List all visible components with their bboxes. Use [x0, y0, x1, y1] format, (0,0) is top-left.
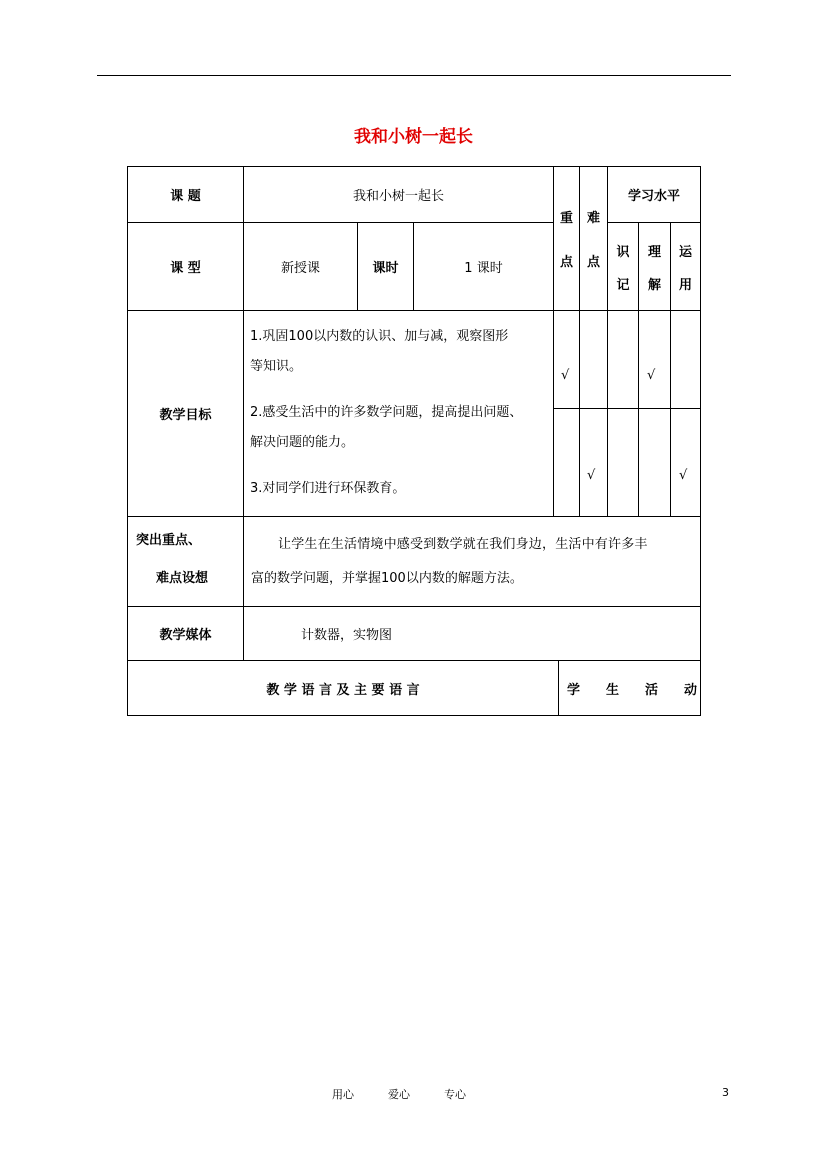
key-point-header [553, 166, 580, 311]
goal-line-1: 1.巩固100以内数的认识、加与减，观察图形 [250, 329, 509, 344]
level-understand-char-1: 理 [647, 245, 661, 260]
level-remember-char-2: 记 [616, 278, 630, 293]
learning-level-header: 学习水平 [607, 166, 701, 223]
type-label: 课 型 [127, 222, 244, 311]
media-content [243, 606, 701, 661]
level-understand [638, 222, 671, 311]
focus-label [127, 516, 244, 607]
footer-motto-1: 用心 [332, 1088, 354, 1101]
check-cell [638, 408, 671, 517]
student-activity-header [558, 660, 701, 716]
document-title: 我和小树一起长 [354, 127, 473, 147]
media-label: 教学媒体 [127, 606, 244, 661]
difficulty-char-2: 点 [586, 255, 600, 270]
focus-label-line-2: 难点设想 [156, 571, 209, 586]
check-mark-apply: √ [679, 468, 688, 483]
page-number: 3 [722, 1086, 729, 1099]
goal-line-3: 2.感受生活中的许多数学问题，提高提出问题、 [250, 405, 523, 420]
level-remember-char-1: 识 [616, 245, 630, 260]
check-cell [553, 408, 580, 517]
footer-motto-3: 专心 [444, 1088, 466, 1101]
student-activity-label: 学 生 活 动 [567, 683, 698, 698]
teaching-language-header: 教 学 语 言 及 主 要 语 言 [127, 660, 559, 716]
key-point-char-1: 重 [559, 211, 573, 226]
check-mark-understand: √ [647, 368, 656, 383]
goal-line-4: 解决问题的能力。 [250, 435, 355, 450]
level-understand-char-2: 解 [647, 278, 661, 293]
key-point-char-2: 点 [559, 255, 573, 270]
difficulty-char-1: 难 [586, 211, 600, 226]
difficulty-header [579, 166, 608, 311]
goals-label: 教学目标 [127, 310, 244, 517]
focus-content [243, 516, 701, 607]
footer-motto-2: 爱心 [388, 1088, 410, 1101]
check-cell [670, 310, 701, 409]
level-remember [607, 222, 639, 311]
check-cell [553, 310, 580, 409]
check-cell [638, 310, 671, 409]
level-apply [670, 222, 701, 311]
type-value: 新授课 [243, 222, 358, 311]
check-cell [670, 408, 701, 517]
check-cell [607, 310, 639, 409]
check-mark-key-point: √ [561, 368, 570, 383]
goal-line-5: 3.对同学们进行环保教育。 [250, 481, 406, 496]
level-apply-char-1: 运 [678, 245, 692, 260]
level-apply-char-2: 用 [678, 278, 692, 293]
check-cell [579, 310, 608, 409]
hours-label: 课时 [357, 222, 414, 311]
check-mark-difficulty: √ [587, 468, 596, 483]
focus-label-line-1: 突出重点、 [136, 533, 202, 548]
focus-text-line-1: 让学生在生活情境中感受到数学就在我们身边，生活中有许多丰 [278, 537, 648, 552]
subject-label: 课 题 [127, 166, 244, 223]
subject-value: 我和小树一起长 [243, 166, 554, 223]
check-cell [579, 408, 608, 517]
goal-line-2: 等知识。 [250, 359, 303, 374]
header-rule [97, 75, 731, 76]
hours-value: 1 课时 [413, 222, 554, 311]
check-cell [607, 408, 639, 517]
focus-text-line-2: 富的数学问题，并掌握100以内数的解题方法。 [251, 571, 523, 586]
media-value: 计数器，实物图 [301, 628, 393, 643]
